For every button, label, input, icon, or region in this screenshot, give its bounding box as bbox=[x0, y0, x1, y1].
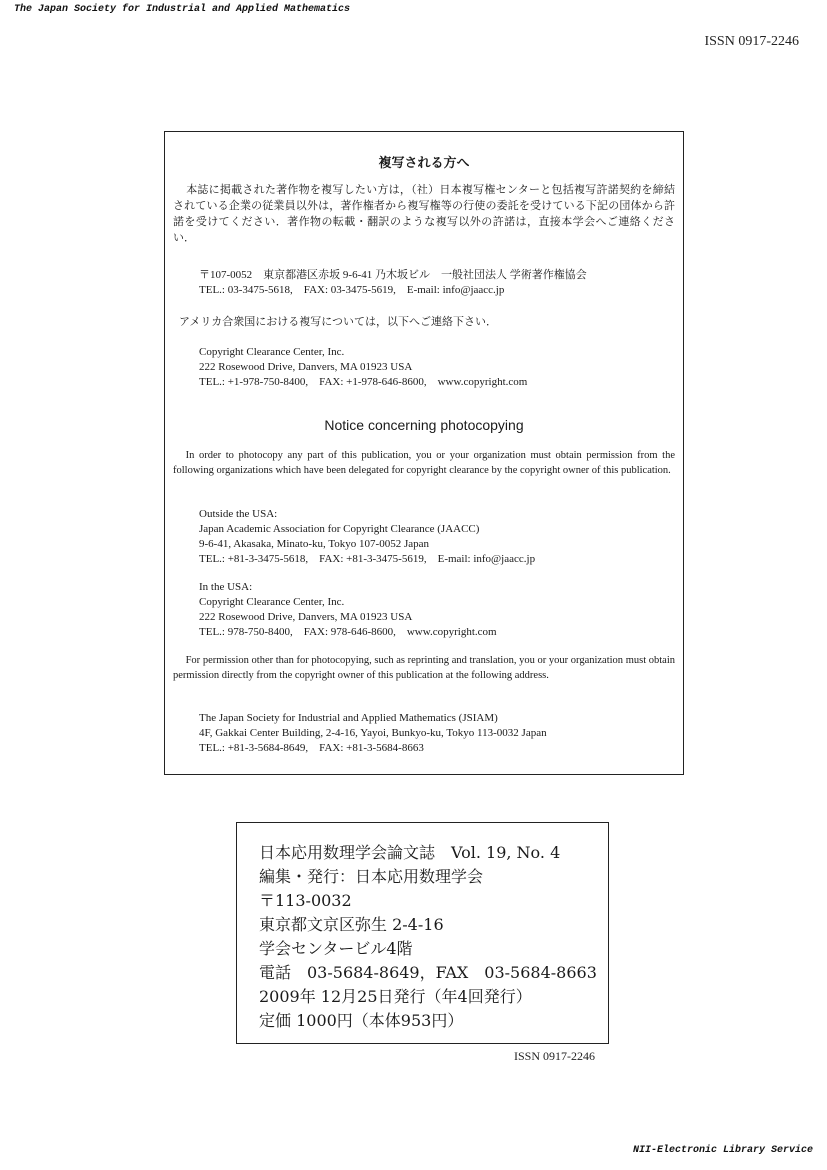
jaacc-ja-line2: TEL.: 03-3475-5618, FAX: 03-3475-5619, E-mail: info@jaacc.jp bbox=[199, 284, 505, 296]
in-usa-line2: Copyright Clearance Center, Inc. bbox=[199, 596, 345, 608]
library-service-footer: NII-Electronic Library Service bbox=[632, 1145, 813, 1156]
jsiam-line2: 4F, Gakkai Center Building, 2-4-16, Yayoi, Bunkyo-ku, Tokyo 113-0032 Japan bbox=[199, 727, 547, 739]
ccc-address-1 bbox=[199, 345, 675, 390]
colophon-box bbox=[236, 822, 609, 1044]
colophon-lines bbox=[259, 841, 597, 1033]
in-usa-line3: 222 Rosewood Drive, Danvers, MA 01923 USA bbox=[199, 611, 413, 623]
colophon-line3: 〒113-0032 bbox=[259, 891, 352, 910]
colophon-line4: 東京都文京区弥生 2-4-16 bbox=[259, 915, 444, 934]
para-ja-2: アメリカ合衆国における複写については，以下へご連絡下さい． bbox=[179, 316, 498, 328]
in-usa-line1: In the USA: bbox=[199, 581, 253, 593]
jsiam-line1: The Japan Society for Industrial and Applied Mathematics (JSIAM) bbox=[199, 712, 498, 724]
colophon-line1: 日本応用数理学会論文誌 Vol. 19, No. 4 bbox=[259, 843, 561, 862]
jsiam-address bbox=[199, 711, 675, 756]
jsiam-line3: TEL.: +81-3-5684-8649, FAX: +81-3-5684-8663 bbox=[199, 742, 424, 754]
title-ja: 複写される方へ bbox=[378, 156, 470, 171]
issn-bottom: ISSN 0917-2246 bbox=[514, 1049, 596, 1063]
in-usa-address bbox=[199, 580, 675, 640]
colophon-line5: 学会センタービル4階 bbox=[259, 939, 413, 958]
para-en-2: For permission other than for photocopying, such as reprinting and translation, you or your organization must obtain permission directly from the copyright owner of this publication at the following address. bbox=[173, 655, 675, 681]
outside-usa-line3: 9-6-41, Akasaka, Minato-ku, Tokyo 107-0052 Japan bbox=[199, 538, 429, 550]
publisher-header: The Japan Society for Industrial and Applied Mathematics bbox=[14, 4, 351, 15]
para-en-1: In order to photocopy any part of this publication, you or your organization must obtain permission from the following organizations which have been delegated for copyright clearance by the copyright owner of this publication. bbox=[173, 450, 675, 476]
outside-usa-line2: Japan Academic Association for Copyright Clearance (JAACC) bbox=[199, 523, 480, 535]
in-usa-line4: TEL.: 978-750-8400, FAX: 978-646-8600, www.copyright.com bbox=[199, 626, 497, 638]
colophon-line8: 定価 1000円（本体953円） bbox=[259, 1011, 464, 1030]
jaacc-ja-line1: 〒107-0052 東京都港区赤坂 9-6-41 乃木坂ビル 一般社団法人 学術著作権協会 bbox=[199, 269, 587, 281]
copyright-notice-box bbox=[164, 131, 684, 775]
issn-top: ISSN 0917-2246 bbox=[704, 34, 799, 49]
para-ja-1: 本誌に掲載された著作物を複写したい方は，（社）日本複写権センターと包括複写許諾契約を締結されている企業の従業員以外は，著作権者から複写権等の行使の委託を受けている下記の団体から許諾を受けてください．著作物の転載・翻訳のような複写以外の許諾は，直接本学会へご連絡ください． bbox=[173, 184, 675, 244]
title-en: Notice concerning photocopying bbox=[324, 417, 524, 433]
colophon-line7: 2009年 12月25日発行（年4回発行） bbox=[259, 987, 532, 1006]
colophon-line2: 編集・発行：日本応用数理学会 bbox=[259, 867, 484, 886]
outside-usa-line1: Outside the USA: bbox=[199, 508, 278, 520]
colophon-line6: 電話 03-5684-8649，FAX 03-5684-8663 bbox=[259, 963, 597, 982]
outside-usa-line4: TEL.: +81-3-3475-5618, FAX: +81-3-3475-5619, E-mail: info@jaacc.jp bbox=[199, 553, 536, 565]
ccc1-line1: Copyright Clearance Center, Inc. bbox=[199, 346, 345, 358]
ccc1-line3: TEL.: +1-978-750-8400, FAX: +1-978-646-8600, www.copyright.com bbox=[199, 376, 528, 388]
jaacc-ja-address bbox=[199, 268, 675, 298]
ccc1-line2: 222 Rosewood Drive, Danvers, MA 01923 USA bbox=[199, 361, 413, 373]
outside-usa-address bbox=[199, 507, 675, 567]
